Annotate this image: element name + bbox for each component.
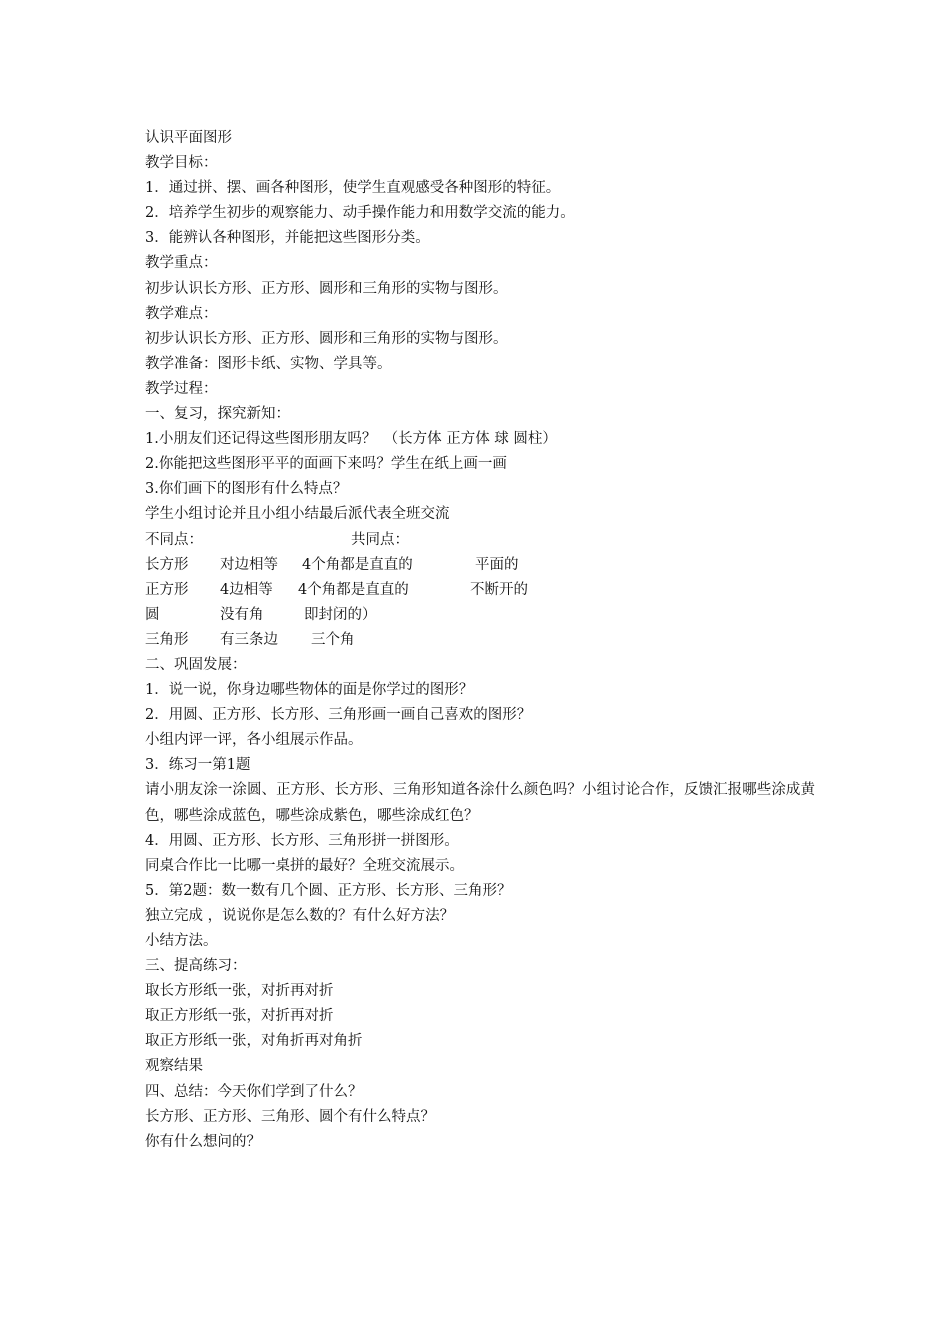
text-line: 2.你能把这些图形平平的面画下来吗？学生在纸上画一画 [145,456,507,473]
difference-label: 不同点： [145,531,203,548]
shape-trait: 三个角 [311,631,355,648]
text-line: 小组内评一评，各小组展示作品。 [145,732,363,749]
text-line: 二、巩固发展： [145,656,247,673]
shape-trait: 4个角都是直直的 [298,581,409,598]
text-line: 教学重点： [145,255,218,272]
text-line: 独立完成 ，说说你是怎么数的？有什么好方法？ [145,907,455,924]
text-line: 1．通过拼、摆、画各种图形，使学生直观感受各种图形的特征。 [145,180,561,197]
text-line: 教学准备：图形卡纸、实物、学具等。 [145,355,392,372]
common-trait: 不断开的 [470,581,528,598]
common-label: 共同点： [351,531,409,548]
text-line: 初步认识长方形、正方形、圆形和三角形的实物与图形。 [145,330,508,347]
text-line: 3．练习一第1题 [145,757,251,774]
section-practice-and-summary [145,829,815,1155]
shape-name: 三角形 [145,631,189,648]
text-line: 2．用圆、正方形、长方形、三角形画一画自己喜欢的图形？ [145,707,532,724]
text-line: 1.小朋友们还记得这些图形朋友吗？ （长方体 正方体 球 圆柱） [145,431,557,448]
shape-trait: 即封闭的） [304,606,377,623]
text-line: 取正方形纸一张，对角折再对角折 [145,1033,363,1050]
text-line: 小结方法。 [145,933,218,949]
text-line: 一、复习，探究新知： [145,406,290,423]
text-line: 4．用圆、正方形、长方形、三角形拼一拼图形。 [145,832,459,849]
shape-trait: 有三条边 [220,631,278,648]
comparison-row [145,578,815,603]
shape-name: 圆 [145,606,160,623]
text-line: 同桌合作比一比哪一桌拼的最好？全班交流展示。 [145,857,464,874]
section-objectives-and-process [145,151,815,527]
text-line: 取正方形纸一张，对折再对折 [145,1008,334,1025]
text-line: 教学难点： [145,305,218,322]
document-body [145,126,815,1155]
shape-trait: 4边相等 [220,581,273,598]
comparison-header [145,528,815,553]
text-line: 初步认识长方形、正方形、圆形和三角形的实物与图形。 [145,280,508,297]
text-paragraph: 请小朋友涂一涂圆、正方形、长方形、三角形知道各涂什么颜色吗？小组讨论合作，反馈汇报哪些涂成黄色，哪些涂成蓝色，哪些涂成紫色，哪些涂成红色？ [145,782,815,824]
section-consolidation [145,653,815,829]
shape-trait: 对边相等 [220,556,278,573]
text-line: 教学目标： [145,155,218,172]
text-line: 四、总结：今天你们学到了什么？ [145,1083,363,1100]
text-line: 教学过程： [145,380,218,397]
comparison-row [145,553,815,578]
comparison-row [145,603,815,628]
text-line: 取长方形纸一张，对折再对折 [145,983,334,1000]
shape-comparison [145,528,815,653]
shape-trait: 没有角 [220,606,264,623]
text-line: 5．第2题：数一数有几个圆、正方形、长方形、三角形？ [145,882,512,899]
text-line: 学生小组讨论并且小组小结最后派代表全班交流 [145,506,450,523]
shape-name: 长方形 [145,556,189,573]
text-line: 你有什么想问的？ [145,1133,261,1150]
comparison-row [145,628,815,653]
text-line: 三、提高练习： [145,958,247,975]
shape-name: 正方形 [145,581,189,598]
text-line: 3.你们画下的图形有什么特点？ [145,481,348,498]
text-line: 3．能辨认各种图形，并能把这些图形分类。 [145,230,430,247]
shape-trait: 4个角都是直直的 [302,556,413,573]
text-line: 2．培养学生初步的观察能力、动手操作能力和用数学交流的能力。 [145,205,575,222]
text-line: 观察结果 [145,1058,203,1075]
document-title: 认识平面图形 [145,130,232,146]
common-trait: 平面的 [475,556,519,573]
text-line: 长方形、正方形、三角形、圆个有什么特点？ [145,1108,435,1125]
text-line: 1．说一说，你身边哪些物体的面是你学过的图形？ [145,682,474,699]
